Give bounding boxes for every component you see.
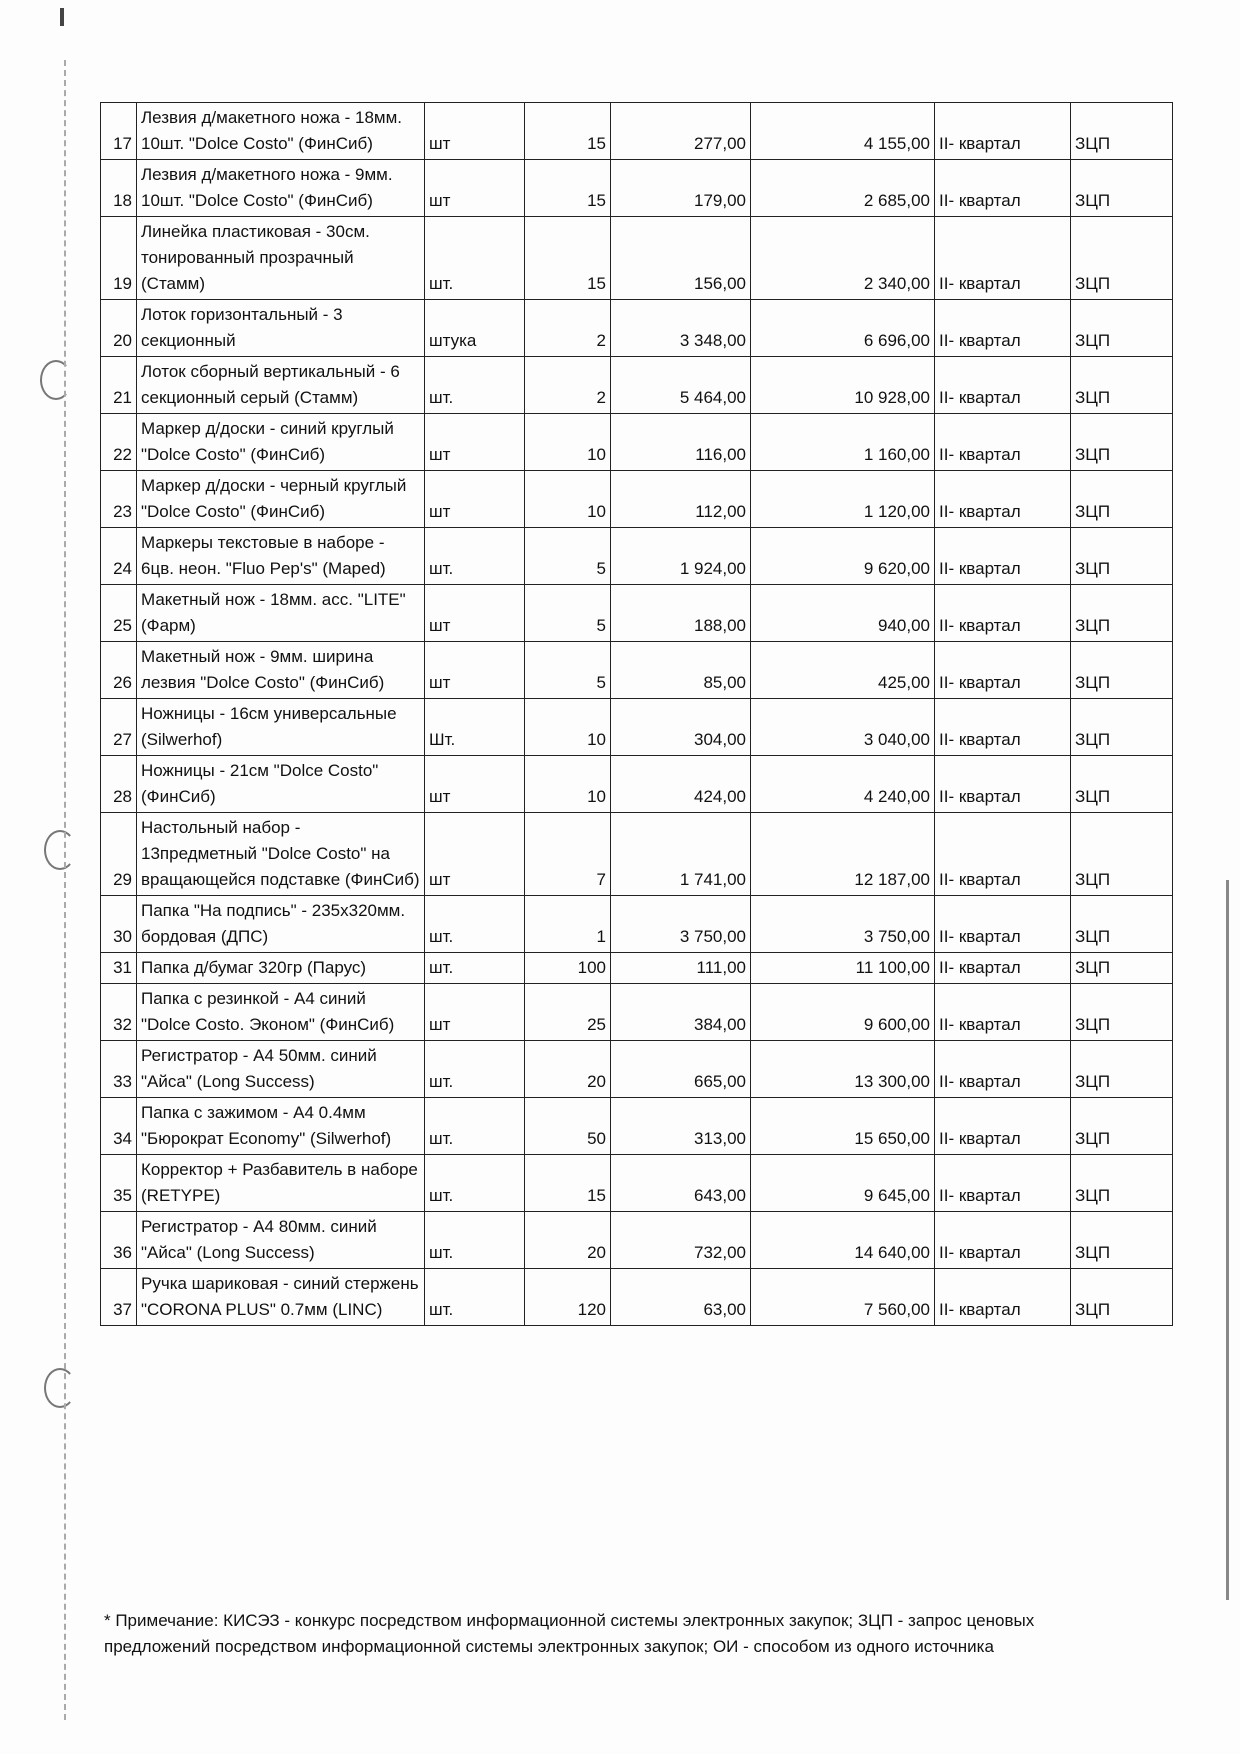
row-number: 19 (101, 217, 137, 300)
item-price: 179,00 (611, 160, 751, 217)
item-method: ЗЦП (1071, 217, 1173, 300)
item-name: Маркер д/доски - синий круглый "Dolce Costo" (ФинСиб) (137, 414, 425, 471)
row-number: 17 (101, 103, 137, 160)
item-price: 63,00 (611, 1269, 751, 1326)
item-quarter: II- квартал (935, 300, 1071, 357)
table-row (101, 585, 1173, 642)
item-unit: шт. (425, 357, 525, 414)
item-method: ЗЦП (1071, 585, 1173, 642)
row-number: 33 (101, 1041, 137, 1098)
item-quantity: 15 (525, 160, 611, 217)
item-quarter: II- квартал (935, 471, 1071, 528)
punch-hole-mark (44, 1368, 76, 1408)
item-quarter: II- квартал (935, 357, 1071, 414)
item-unit: Шт. (425, 699, 525, 756)
table-row (101, 528, 1173, 585)
item-method: ЗЦП (1071, 984, 1173, 1041)
item-price: 3 750,00 (611, 896, 751, 953)
item-name: Линейка пластиковая - 30см. тонированный прозрачный (Стамм) (137, 217, 425, 300)
item-sum: 9 600,00 (751, 984, 935, 1041)
item-sum: 9 620,00 (751, 528, 935, 585)
item-unit: шт (425, 756, 525, 813)
table-row (101, 984, 1173, 1041)
table-row (101, 357, 1173, 414)
item-sum: 15 650,00 (751, 1098, 935, 1155)
item-price: 156,00 (611, 217, 751, 300)
item-quantity: 10 (525, 414, 611, 471)
item-sum: 1 120,00 (751, 471, 935, 528)
item-name: Макетный нож - 9мм. ширина лезвия "Dolce Costo" (ФинСиб) (137, 642, 425, 699)
table-row (101, 1155, 1173, 1212)
item-method: ЗЦП (1071, 414, 1173, 471)
item-name: Макетный нож - 18мм. асс. "LITE" (Фарм) (137, 585, 425, 642)
item-quarter: II- квартал (935, 1269, 1071, 1326)
item-quantity: 10 (525, 756, 611, 813)
scan-edge-mark (64, 60, 66, 1720)
item-method: ЗЦП (1071, 471, 1173, 528)
scan-edge-mark (1226, 880, 1229, 1600)
item-sum: 1 160,00 (751, 414, 935, 471)
row-number: 27 (101, 699, 137, 756)
punch-hole-mark (40, 360, 72, 400)
punch-hole-mark (44, 830, 76, 870)
item-method: ЗЦП (1071, 813, 1173, 896)
item-sum: 14 640,00 (751, 1212, 935, 1269)
item-quarter: II- квартал (935, 160, 1071, 217)
row-number: 24 (101, 528, 137, 585)
row-number: 28 (101, 756, 137, 813)
item-unit: шт. (425, 896, 525, 953)
table-row (101, 414, 1173, 471)
item-quarter: II- квартал (935, 1155, 1071, 1212)
row-number: 25 (101, 585, 137, 642)
item-unit: шт. (425, 1041, 525, 1098)
row-number: 34 (101, 1098, 137, 1155)
item-sum: 425,00 (751, 642, 935, 699)
item-quarter: II- квартал (935, 1212, 1071, 1269)
row-number: 30 (101, 896, 137, 953)
item-name: Корректор + Разбавитель в наборе (RETYPE) (137, 1155, 425, 1212)
item-method: ЗЦП (1071, 300, 1173, 357)
item-method: ЗЦП (1071, 699, 1173, 756)
item-quantity: 20 (525, 1212, 611, 1269)
item-price: 5 464,00 (611, 357, 751, 414)
item-sum: 4 155,00 (751, 103, 935, 160)
table-row (101, 1098, 1173, 1155)
table-row (101, 896, 1173, 953)
item-method: ЗЦП (1071, 953, 1173, 984)
item-name: Регистратор - А4 80мм. синий "Айса" (Long Success) (137, 1212, 425, 1269)
item-quantity: 15 (525, 1155, 611, 1212)
item-price: 116,00 (611, 414, 751, 471)
item-price: 665,00 (611, 1041, 751, 1098)
item-quarter: II- квартал (935, 1041, 1071, 1098)
table-row (101, 756, 1173, 813)
item-quarter: II- квартал (935, 699, 1071, 756)
item-name: Лезвия д/макетного ножа - 18мм. 10шт. "Dolce Costo" (ФинСиб) (137, 103, 425, 160)
item-method: ЗЦП (1071, 1269, 1173, 1326)
item-unit: шт (425, 160, 525, 217)
item-price: 1 741,00 (611, 813, 751, 896)
item-sum: 3 040,00 (751, 699, 935, 756)
table-row (101, 642, 1173, 699)
table-row (101, 813, 1173, 896)
item-price: 643,00 (611, 1155, 751, 1212)
item-unit: шт (425, 414, 525, 471)
item-sum: 9 645,00 (751, 1155, 935, 1212)
item-price: 277,00 (611, 103, 751, 160)
item-unit: шт (425, 984, 525, 1041)
item-unit: шт. (425, 528, 525, 585)
table-row (101, 1041, 1173, 1098)
item-unit: шт. (425, 1269, 525, 1326)
item-price: 424,00 (611, 756, 751, 813)
item-quarter: II- квартал (935, 528, 1071, 585)
item-quantity: 10 (525, 471, 611, 528)
item-name: Папка "На подпись" - 235х320мм. бордовая (ДПС) (137, 896, 425, 953)
item-name: Ручка шариковая - синий стержень "CORONA PLUS" 0.7мм (LINC) (137, 1269, 425, 1326)
item-quantity: 5 (525, 585, 611, 642)
item-method: ЗЦП (1071, 896, 1173, 953)
row-number: 18 (101, 160, 137, 217)
table-row (101, 160, 1173, 217)
table-row (101, 1212, 1173, 1269)
row-number: 22 (101, 414, 137, 471)
procurement-table (100, 102, 1173, 1326)
item-quarter: II- квартал (935, 756, 1071, 813)
item-sum: 12 187,00 (751, 813, 935, 896)
item-sum: 940,00 (751, 585, 935, 642)
item-quarter: II- квартал (935, 642, 1071, 699)
item-sum: 13 300,00 (751, 1041, 935, 1098)
item-quarter: II- квартал (935, 1098, 1071, 1155)
item-price: 1 924,00 (611, 528, 751, 585)
row-number: 26 (101, 642, 137, 699)
item-quarter: II- квартал (935, 217, 1071, 300)
item-name: Маркер д/доски - черный круглый "Dolce Costo" (ФинСиб) (137, 471, 425, 528)
item-price: 188,00 (611, 585, 751, 642)
item-quarter: II- квартал (935, 984, 1071, 1041)
row-number: 23 (101, 471, 137, 528)
item-unit: шт (425, 103, 525, 160)
table-row (101, 1269, 1173, 1326)
item-name: Папка с резинкой - А4 синий "Dolce Costo. Эконом" (ФинСиб) (137, 984, 425, 1041)
item-name: Настольный набор - 13предметный "Dolce Costo" на вращающейся подставке (ФинСиб) (137, 813, 425, 896)
item-quantity: 15 (525, 217, 611, 300)
item-sum: 2 340,00 (751, 217, 935, 300)
item-price: 384,00 (611, 984, 751, 1041)
item-price: 3 348,00 (611, 300, 751, 357)
row-number: 32 (101, 984, 137, 1041)
item-unit: шт. (425, 953, 525, 984)
item-sum: 3 750,00 (751, 896, 935, 953)
item-quantity: 10 (525, 699, 611, 756)
item-method: ЗЦП (1071, 528, 1173, 585)
item-name: Лоток сборный вертикальный - 6 секционный серый (Стамм) (137, 357, 425, 414)
item-name: Ножницы - 16см универсальные (Silwerhof) (137, 699, 425, 756)
row-number: 31 (101, 953, 137, 984)
item-quarter: II- квартал (935, 896, 1071, 953)
item-name: Ножницы - 21см "Dolce Costo" (ФинСиб) (137, 756, 425, 813)
item-name: Маркеры текстовые в наборе - 6цв. неон. "Fluo Pep's" (Maped) (137, 528, 425, 585)
row-number: 20 (101, 300, 137, 357)
item-sum: 7 560,00 (751, 1269, 935, 1326)
table-row (101, 103, 1173, 160)
item-quarter: II- квартал (935, 953, 1071, 984)
table-row (101, 471, 1173, 528)
item-method: ЗЦП (1071, 103, 1173, 160)
row-number: 35 (101, 1155, 137, 1212)
item-quantity: 5 (525, 642, 611, 699)
item-quarter: II- квартал (935, 414, 1071, 471)
item-quantity: 15 (525, 103, 611, 160)
scan-corner-mark (60, 8, 64, 26)
table-row (101, 953, 1173, 984)
item-quantity: 20 (525, 1041, 611, 1098)
table-row (101, 699, 1173, 756)
item-quantity: 25 (525, 984, 611, 1041)
table-row (101, 217, 1173, 300)
item-unit: штука (425, 300, 525, 357)
item-price: 112,00 (611, 471, 751, 528)
item-method: ЗЦП (1071, 1041, 1173, 1098)
item-unit: шт. (425, 1098, 525, 1155)
item-quantity: 50 (525, 1098, 611, 1155)
item-sum: 11 100,00 (751, 953, 935, 984)
item-quantity: 5 (525, 528, 611, 585)
item-unit: шт. (425, 217, 525, 300)
item-price: 732,00 (611, 1212, 751, 1269)
item-quantity: 120 (525, 1269, 611, 1326)
item-sum: 6 696,00 (751, 300, 935, 357)
item-unit: шт (425, 585, 525, 642)
row-number: 37 (101, 1269, 137, 1326)
item-quantity: 100 (525, 953, 611, 984)
row-number: 36 (101, 1212, 137, 1269)
item-unit: шт (425, 471, 525, 528)
item-method: ЗЦП (1071, 1212, 1173, 1269)
item-name: Лоток горизонтальный - 3 секционный (137, 300, 425, 357)
item-price: 313,00 (611, 1098, 751, 1155)
item-method: ЗЦП (1071, 642, 1173, 699)
item-name: Регистратор - А4 50мм. синий "Айса" (Long Success) (137, 1041, 425, 1098)
item-quarter: II- квартал (935, 585, 1071, 642)
row-number: 29 (101, 813, 137, 896)
item-quarter: II- квартал (935, 103, 1071, 160)
item-quantity: 2 (525, 300, 611, 357)
item-sum: 10 928,00 (751, 357, 935, 414)
item-price: 111,00 (611, 953, 751, 984)
footnote: * Примечание: КИСЭЗ - конкурс посредством информационной системы электронных закупок; ЗЦП - запрос ценовых предложений посредством информационной системы электронных закупок; ОИ - способом из одного источника (104, 1611, 1035, 1656)
item-unit: шт (425, 642, 525, 699)
item-quantity: 2 (525, 357, 611, 414)
item-method: ЗЦП (1071, 160, 1173, 217)
item-method: ЗЦП (1071, 756, 1173, 813)
item-name: Лезвия д/макетного ножа - 9мм. 10шт. "Dolce Costo" (ФинСиб) (137, 160, 425, 217)
item-method: ЗЦП (1071, 1098, 1173, 1155)
item-unit: шт (425, 813, 525, 896)
item-name: Папка с зажимом - А4 0.4мм "Бюрократ Economy" (Silwerhof) (137, 1098, 425, 1155)
item-unit: шт. (425, 1155, 525, 1212)
item-price: 85,00 (611, 642, 751, 699)
item-quarter: II- квартал (935, 813, 1071, 896)
item-quantity: 7 (525, 813, 611, 896)
item-unit: шт. (425, 1212, 525, 1269)
item-sum: 2 685,00 (751, 160, 935, 217)
item-method: ЗЦП (1071, 1155, 1173, 1212)
item-quantity: 1 (525, 896, 611, 953)
item-price: 304,00 (611, 699, 751, 756)
row-number: 21 (101, 357, 137, 414)
item-method: ЗЦП (1071, 357, 1173, 414)
item-sum: 4 240,00 (751, 756, 935, 813)
table-row (101, 300, 1173, 357)
item-name: Папка д/бумаг 320гр (Парус) (137, 953, 425, 984)
